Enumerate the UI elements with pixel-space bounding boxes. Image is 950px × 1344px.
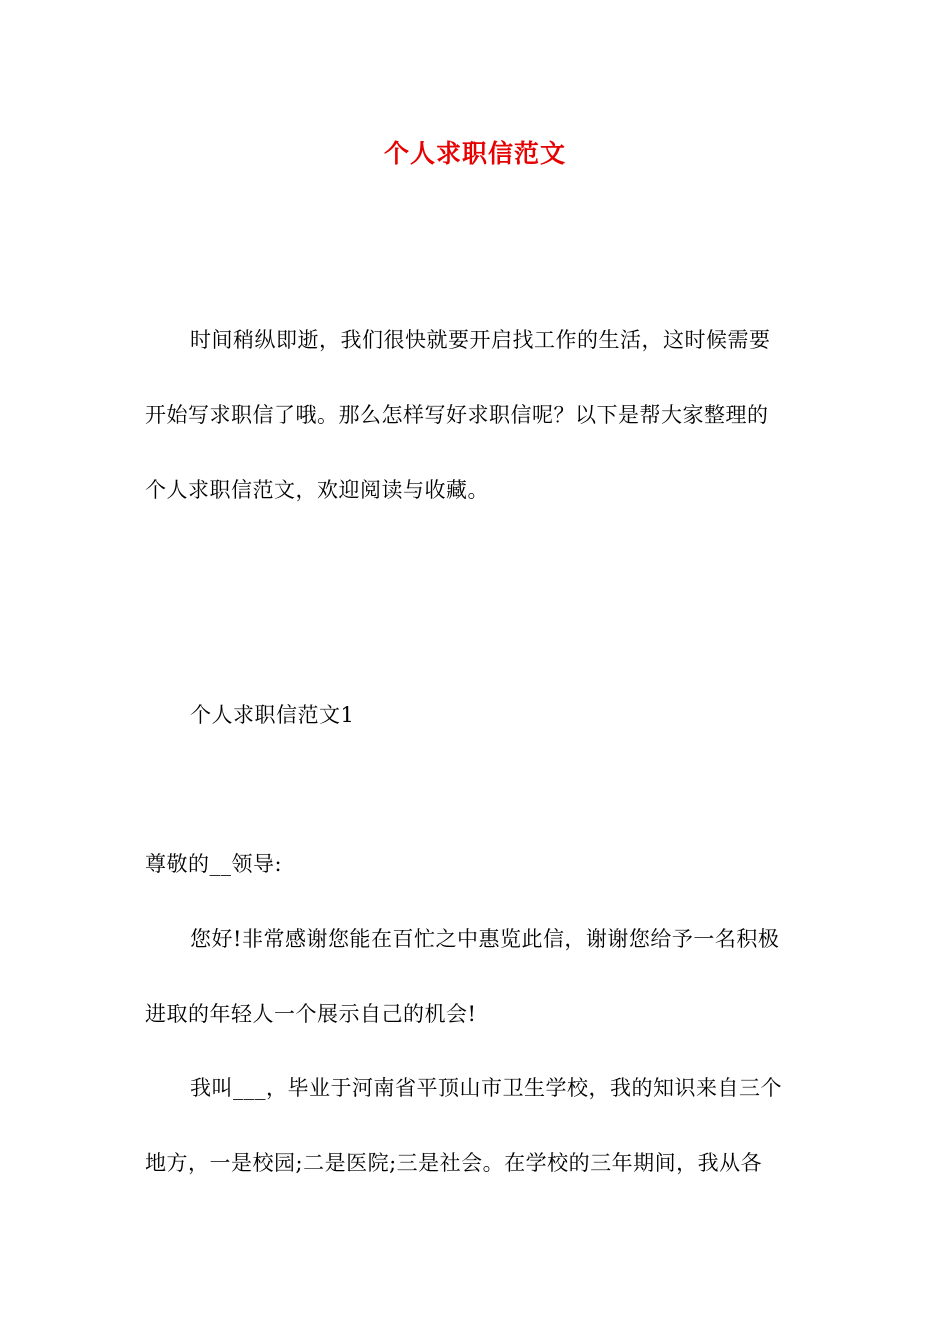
section-heading: 个人求职信范文1 <box>190 703 355 727</box>
paragraph2-line-1: 我叫___，毕业于河南省平顶山市卫生学校，我的知识来自三个 <box>190 1076 782 1100</box>
salutation: 尊敬的__领导: <box>145 852 283 876</box>
document-title: 个人求职信范文 <box>383 139 566 168</box>
paragraph1-line-2: 进取的年轻人一个展示自己的机会! <box>145 1002 477 1026</box>
paragraph2-line-2: 地方，一是校园;二是医院;三是社会。在学校的三年期间，我从各 <box>145 1151 763 1175</box>
paragraph1-line-1: 您好!非常感谢您能在百忙之中惠览此信，谢谢您给予一名积极 <box>190 927 780 951</box>
intro-line-2: 开始写求职信了哦。那么怎样写好求职信呢？以下是帮大家整理的 <box>145 403 769 427</box>
intro-line-1: 时间稍纵即逝，我们很快就要开启找工作的生活，这时候需要 <box>190 328 771 352</box>
intro-line-3: 个人求职信范文，欢迎阅读与收藏。 <box>145 478 489 502</box>
